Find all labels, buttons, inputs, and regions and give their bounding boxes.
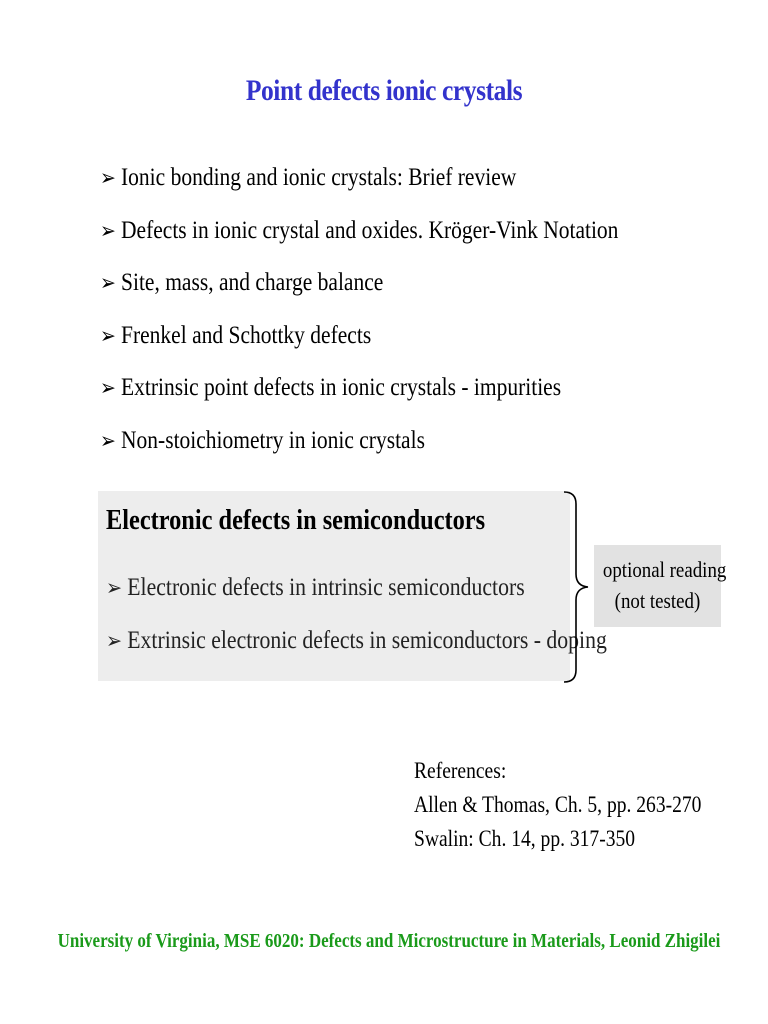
slide-title: Point defects ionic crystals bbox=[245, 74, 523, 107]
list-item bbox=[106, 568, 607, 621]
topic-list bbox=[100, 158, 703, 473]
curly-brace-icon bbox=[560, 490, 592, 684]
arrow-bullet-icon: ➢ bbox=[106, 575, 123, 600]
references bbox=[414, 754, 752, 856]
arrow-bullet-icon: ➢ bbox=[100, 322, 116, 348]
arrow-bullet-icon: ➢ bbox=[100, 427, 116, 453]
list-item-text: Frenkel and Schottky defects bbox=[121, 321, 372, 349]
list-item bbox=[100, 368, 618, 421]
slide-footer: University of Virginia, MSE 6020: Defects and Microstructure in Materials, Leonid Zhigilei bbox=[57, 930, 721, 952]
optional-note-line: (not tested) bbox=[614, 588, 701, 613]
list-item bbox=[100, 421, 618, 474]
electronic-defects-heading: Electronic defects in semiconductors bbox=[106, 504, 486, 536]
reference-item: Allen & Thomas, Ch. 5, pp. 263-270 bbox=[414, 792, 702, 817]
list-item-text: Ionic bonding and ionic crystals: Brief review bbox=[121, 164, 517, 191]
list-item bbox=[106, 621, 607, 674]
list-item-text: Extrinsic point defects in ionic crystals - impurities bbox=[121, 374, 562, 401]
arrow-bullet-icon: ➢ bbox=[100, 217, 116, 243]
optional-note-line: optional reading bbox=[602, 557, 727, 582]
list-item bbox=[100, 211, 618, 264]
list-item-text: Non-stoichiometry in ionic crystals bbox=[121, 426, 425, 454]
arrow-bullet-icon: ➢ bbox=[100, 375, 116, 400]
list-item-text: Site, mass, and charge balance bbox=[121, 269, 384, 296]
references-label: References: bbox=[414, 758, 507, 783]
arrow-bullet-icon: ➢ bbox=[106, 628, 123, 653]
list-item bbox=[100, 158, 618, 211]
list-item-text: Defects in ionic crystal and oxides. Kröger-Vink Notation bbox=[121, 216, 619, 244]
optional-reading-note bbox=[594, 545, 727, 627]
arrow-bullet-icon: ➢ bbox=[100, 270, 116, 295]
list-item-text: Electronic defects in intrinsic semiconductors bbox=[127, 574, 525, 601]
list-item bbox=[100, 263, 618, 316]
list-item bbox=[100, 316, 618, 369]
arrow-bullet-icon: ➢ bbox=[100, 165, 116, 190]
list-item-text: Extrinsic electronic defects in semiconductors - doping bbox=[127, 627, 607, 654]
reference-item: Swalin: Ch. 14, pp. 317-350 bbox=[414, 826, 636, 851]
